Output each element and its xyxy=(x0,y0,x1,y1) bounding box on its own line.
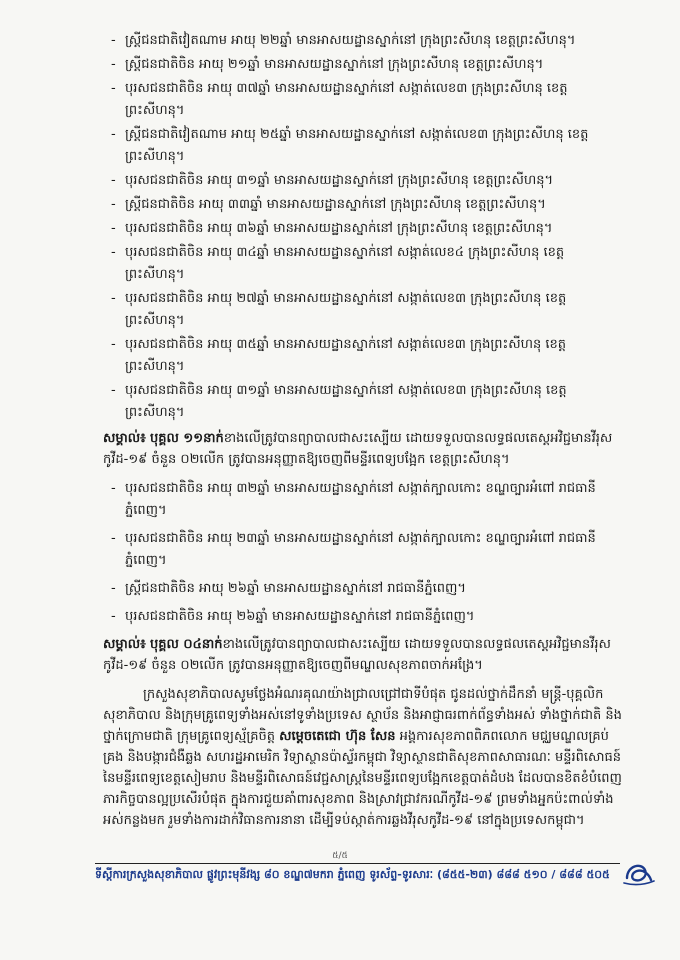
list-item: - បុរសជនជាតិចិន អាយុ ៣១ឆ្នាំ មានអាសយដ្ឋានស្នាក់នៅ ក្រុងព្រះសីហនុ ខេត្តព្រះសីហនុ។ xyxy=(103,170,623,192)
list-item: - ស្ត្រីជនជាតិចិន អាយុ ៣៣ឆ្នាំ មានអាសយដ្ឋានស្នាក់នៅ ក្រុងព្រះសីហនុ ខេត្តព្រះសីហនុ។ xyxy=(103,194,623,216)
ministry-logo-icon xyxy=(621,854,657,890)
case-list-1 xyxy=(103,30,623,424)
list-item: - បុរសជនជាតិចិន អាយុ ៣៧ឆ្នាំ មានអាសយដ្ឋានស្នាក់នៅ សង្កាត់លេខ៣ ក្រុងព្រះសីហនុ ខេត្តព្រះសីហនុ។ xyxy=(103,78,623,122)
note-count: បុគ្គល ០៤នាក់ xyxy=(150,637,223,652)
list-item: - បុរសជនជាតិចិន អាយុ ៣១ឆ្នាំ មានអាសយដ្ឋានស្នាក់នៅ សង្កាត់លេខ៣ ក្រុងព្រះសីហនុ ខេត្តព្រះសីហនុ។ xyxy=(103,380,623,424)
para-text-after: អង្គការសុខភាពពិភពលោក មជ្ឈមណ្ឌលគ្រប់គ្រង និងបង្ការជំងឺឆ្លង សហរដ្ឋអាមេរិក វិទ្យាស្ថានប៉ាស្ទ័រកម្ពុជា វិទ្យាស្ថានជាតិសុខភាពសាធារណៈ មន្ទីរពិសោធន៍នៃមន្ទីរពេទ្យខេត្តសៀមរាប និងមន្ទីរពិសោធន៍វេជ្ជសាស្ត្រនៃមន្ទីរពេទ្យបង្អែកខេត្តបាត់ដំបង ដែលបានខិតខំបំពេញភារកិច្ចបានល្អប្រសើរបំផុត ក្នុងការជួយគាំពារសុខភាព និងស្រាវជ្រាវករណីកូវីដ-១៩ ព្រមទាំងអ្នកប៉ះពាល់ទាំងអស់កន្លងមក រួមទាំងការដាក់វិធានការនានា ដើម្បីទប់ស្កាត់ការឆ្លងវីរុសកូវីដ-១៩ នៅក្នុងប្រទេសកម្ពុជា។ xyxy=(103,729,622,828)
note-text: ខាងលើត្រូវបានព្យាបាលជាសះស្បើយ ដោយទទួលបានលទ្ធផលតេស្តអវិជ្ជមានវីរុស កូវីដ-១៩ ចំនួន ០២លើក ត្រូវបានអនុញ្ញាតឱ្យចេញពីមណ្ឌលសុខភាពចាក់អង្រែ។ xyxy=(103,637,611,673)
document-body xyxy=(103,30,623,831)
page-number: ៥/៥ xyxy=(332,851,348,861)
list-item: - ស្ត្រីជនជាតិវៀតណាម អាយុ ២៥ឆ្នាំ មានអាសយដ្ឋានស្នាក់នៅ សង្កាត់លេខ៣ ក្រុងព្រះសីហនុ ខេត្តព្រះសីហនុ។ xyxy=(103,124,623,168)
list-item: - បុរសជនជាតិចិន អាយុ ៣២ឆ្នាំ មានអាសយដ្ឋានស្នាក់នៅ សង្កាត់ក្បាលកោះ ខណ្ឌច្បារអំពៅ រាជធានីភ្នំពេញ។ xyxy=(103,478,623,522)
list-item: - បុរសជនជាតិចិន អាយុ ២៣ឆ្នាំ មានអាសយដ្ឋានស្នាក់នៅ សង្កាត់ក្បាលកោះ ខណ្ឌច្បារអំពៅ រាជធានីភ្នំពេញ។ xyxy=(103,528,623,572)
note-count: បុគ្គល ១១នាក់ xyxy=(150,431,224,446)
list-item: - ស្ត្រីជនជាតិវៀតណាម អាយុ ២២ឆ្នាំ មានអាសយដ្ឋានស្នាក់នៅ ក្រុងព្រះសីហនុ ខេត្តព្រះសីហនុ។ xyxy=(103,30,623,52)
note-1 xyxy=(103,428,623,470)
footer-address: ទីស្តីការក្រសួងសុខាភិបាល ផ្លូវព្រះមុនីវង្ស ៨០ ខណ្ឌ៧មករា ភ្នំពេញ ទូរស័ព្ទ-ទូរសារៈ (៨៥៥-២៣) ៨៨៨ ៥១០ / ៨៨៨ ៥០៥ xyxy=(95,868,610,881)
list-item: - ស្ត្រីជនជាតិចិន អាយុ ២៦ឆ្នាំ មានអាសយដ្ឋានស្នាក់នៅ រាជធានីភ្នំពេញ។ xyxy=(103,578,623,600)
list-item: - ស្ត្រីជនជាតិចិន អាយុ ២១ឆ្នាំ មានអាសយដ្ឋានស្នាក់នៅ ក្រុងព្រះសីហនុ ខេត្តព្រះសីហនុ។ xyxy=(103,54,623,76)
para-bold-name: សម្តេចតេជោ ហ៊ុន សែន xyxy=(279,729,396,744)
note-label: សម្គាល់៖ xyxy=(103,637,146,652)
note-label: សម្គាល់៖ xyxy=(103,431,146,446)
note-text: ខាងលើត្រូវបានព្យាបាលជាសះស្បើយ ដោយទទួលបានលទ្ធផលតេស្តអវិជ្ជមានវីរុស កូវីដ-១៩ ចំនួន ០២លើក ត្រូវបានអនុញ្ញាតឱ្យចេញពីមន្ទីរពេទ្យបង្អែក ខេត្តព្រះសីហនុ។ xyxy=(103,431,613,467)
list-item: - បុរសជនជាតិចិន អាយុ ៣៥ឆ្នាំ មានអាសយដ្ឋានស្នាក់នៅ សង្កាត់លេខ៣ ក្រុងព្រះសីហនុ ខេត្តព្រះសីហនុ។ xyxy=(103,334,623,378)
case-list-2 xyxy=(103,478,623,628)
list-item: - បុរសជនជាតិចិន អាយុ ៣៦ឆ្នាំ មានអាសយដ្ឋានស្នាក់នៅ ក្រុងព្រះសីហនុ ខេត្តព្រះសីហនុ។ xyxy=(103,218,623,240)
para-text-before: ក្រសួងសុខាភិបាលសូមថ្លែងអំណរគុណយ៉ាងជ្រាលជ្រៅជាទីបំផុត ជូនដល់ថ្នាក់ដឹកនាំ មន្ត្រី-បុគ្គលិកសុខាភិបាល និងក្រុមគ្រូពេទ្យទាំងអស់នៅទូទាំងប្រទេស ស្ថាប័ន និងអាជ្ញាធរពាក់ព័ន្ធទាំងអស់ ទាំងថ្នាក់ជាតិ និងថ្នាក់ក្រោមជាតិ ក្រុមគ្រូពេទ្យស្ម័គ្រចិត្ត xyxy=(103,687,622,744)
acknowledgement-paragraph xyxy=(103,684,623,831)
list-item: - បុរសជនជាតិចិន អាយុ ២៦ឆ្នាំ មានអាសយដ្ឋានស្នាក់នៅ រាជធានីភ្នំពេញ។ xyxy=(103,606,623,628)
list-item: - បុរសជនជាតិចិន អាយុ ៣៤ឆ្នាំ មានអាសយដ្ឋានស្នាក់នៅ សង្កាត់លេខ៤ ក្រុងព្រះសីហនុ ខេត្តព្រះសីហនុ។ xyxy=(103,242,623,286)
list-item: - បុរសជនជាតិចិន អាយុ ២៧ឆ្នាំ មានអាសយដ្ឋានស្នាក់នៅ សង្កាត់លេខ៣ ក្រុងព្រះសីហនុ ខេត្តព្រះសីហនុ។ xyxy=(103,288,623,332)
note-2 xyxy=(103,634,623,676)
footer-divider xyxy=(95,863,620,864)
